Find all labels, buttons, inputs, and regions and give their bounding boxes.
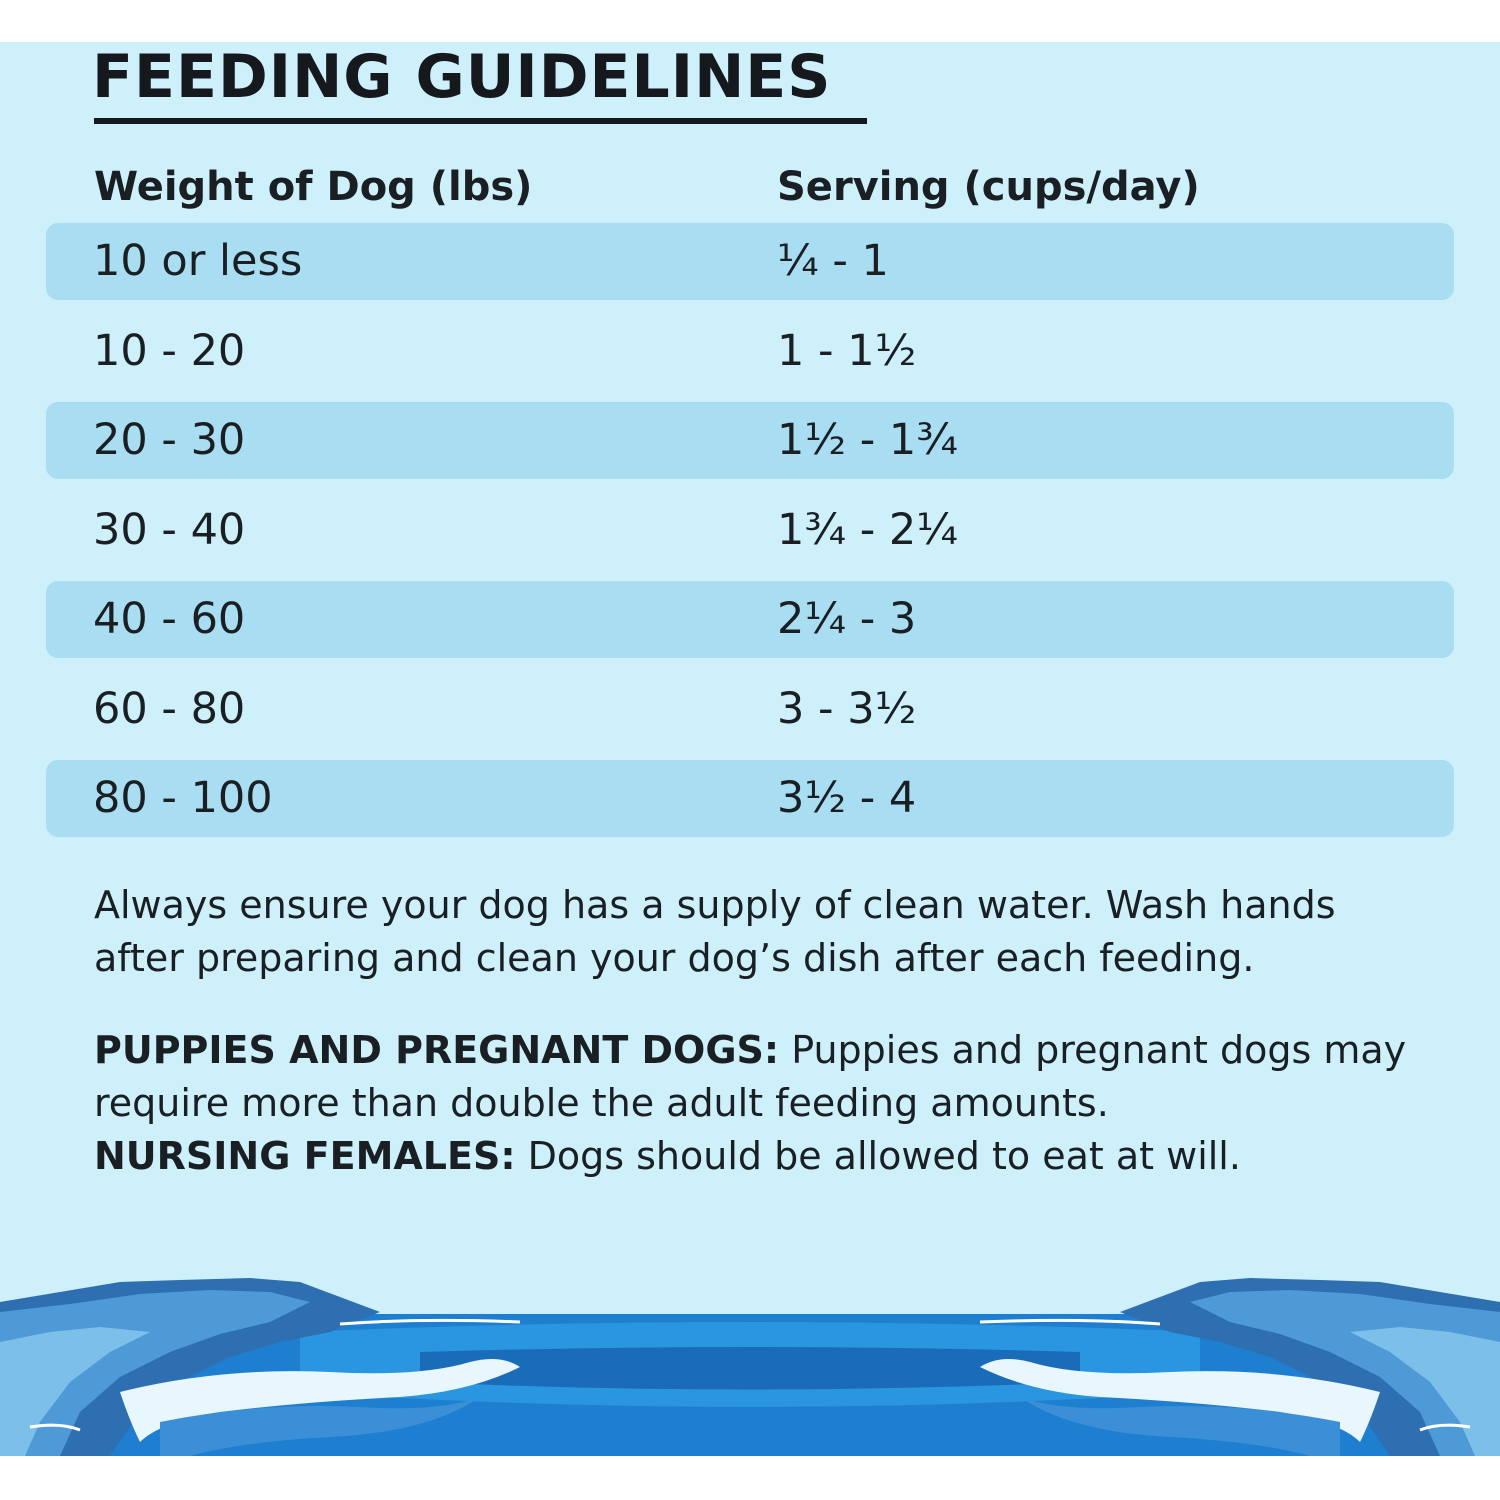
feeding-guidelines-panel [0,42,1500,1456]
serving-cell: 3 - 3½ [777,683,917,734]
serving-cell: ¼ - 1 [777,236,889,286]
weight-cell: 20 - 30 [93,415,246,465]
table-row [46,492,1454,569]
serving-cell: 1¾ - 2¼ [777,504,958,555]
table-row [46,402,1454,479]
weight-cell: 60 - 80 [93,683,246,734]
table-row [46,760,1454,837]
weight-cell: 40 - 60 [93,594,246,644]
feeding-table [46,223,1454,850]
table-row [46,581,1454,658]
weight-cell: 10 or less [93,236,303,286]
serving-cell: 1 - 1½ [777,325,917,376]
table-row [46,671,1454,748]
page-title: FEEDING GUIDELINES [92,42,832,112]
puppies-text: Puppies and pregnant dogs may require more than double the adult feeding amounts. [94,1028,1407,1125]
column-header-serving: Serving (cups/day) [777,164,1200,210]
nursing-text: Dogs should be allowed to eat at will. [515,1134,1241,1178]
puppies-note [94,1024,1424,1130]
table-row [46,223,1454,300]
serving-cell: 2¼ - 3 [777,594,917,644]
serving-cell: 3½ - 4 [777,773,917,823]
table-row [46,313,1454,390]
coastal-landscape-illustration [0,1272,1500,1456]
weight-cell: 30 - 40 [93,504,246,555]
puppies-label: PUPPIES AND PREGNANT DOGS: [94,1028,780,1072]
weight-cell: 80 - 100 [93,773,273,823]
column-header-weight: Weight of Dog (lbs) [94,164,533,210]
title-underline [94,118,867,124]
weight-cell: 10 - 20 [93,325,246,376]
nursing-label: NURSING FEMALES: [94,1134,516,1178]
water-hygiene-note: Always ensure your dog has a supply of clean water. Wash hands after preparing and clean your dog’s dish after each feeding. [94,883,1336,980]
nursing-note [94,1130,1424,1183]
serving-cell: 1½ - 1¾ [777,415,958,465]
